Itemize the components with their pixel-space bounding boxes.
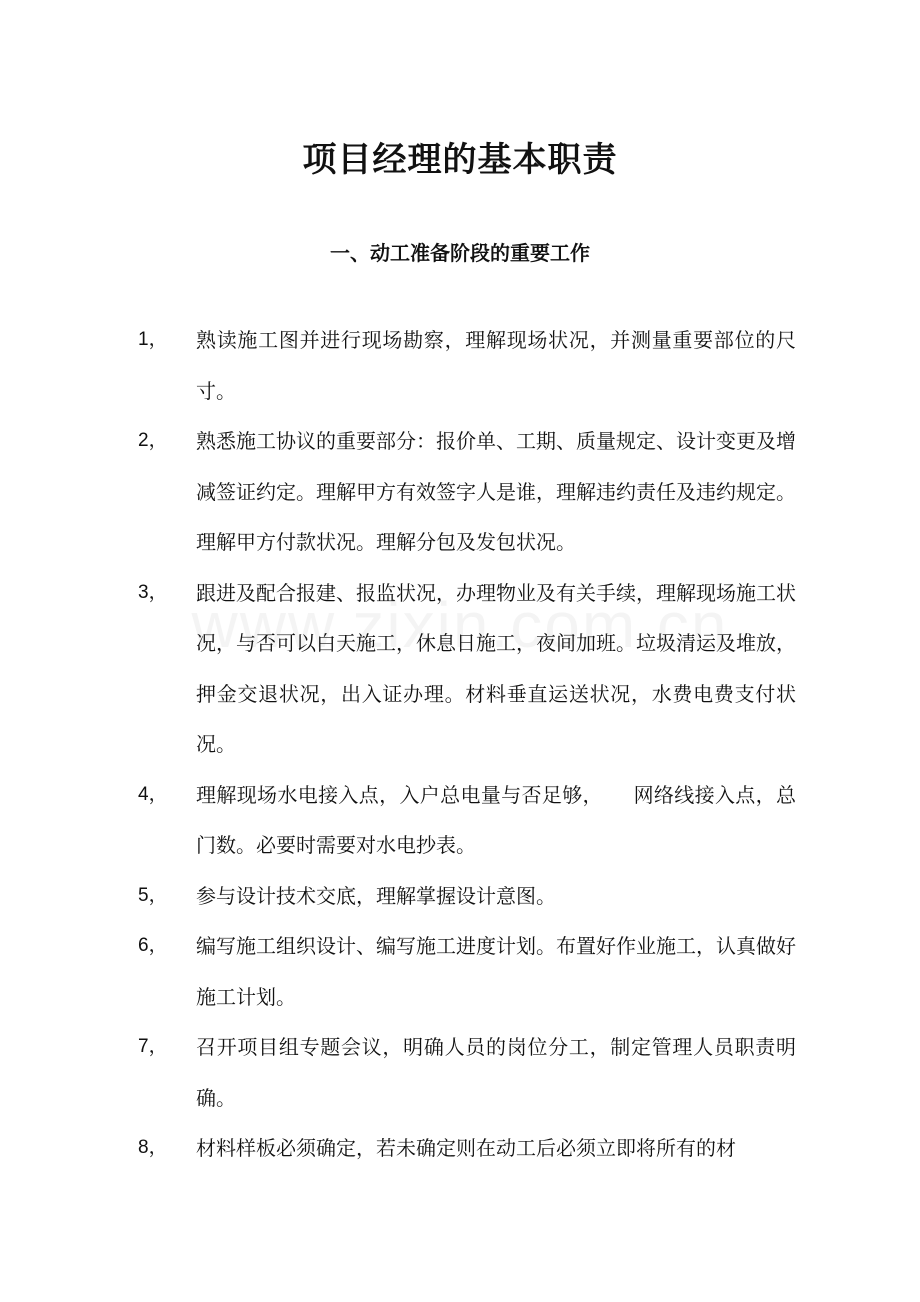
section-heading: 一、动工准备阶段的重要工作 [330, 240, 590, 265]
list-item [0, 1123, 920, 1174]
list-item [0, 416, 920, 568]
item-text: 跟进及配合报建、报监状况，办理物业及有关手续，理解现场施工状况，与否可以白天施工，休息日施工，夜间加班。垃圾清运及堆放，押金交退状况，出入证办理。材料垂直运送状况，水费电费支付状况。 [196, 580, 796, 756]
list-item [0, 921, 920, 1022]
list-item [0, 1022, 920, 1123]
item-text: 材料样板必须确定，若未确定则在动工后必须立即将所有的材 [196, 1136, 736, 1160]
item-number: 3， [138, 581, 168, 603]
item-number: 7， [138, 1036, 168, 1057]
duty-list [0, 315, 920, 1174]
list-item [0, 568, 920, 770]
item-number: 8， [138, 1137, 168, 1158]
item-number: 6， [138, 935, 168, 956]
item-text: 熟读施工图并进行现场勘察，理解现场状况，并测量重要部位的尺寸。 [196, 328, 796, 403]
item-number: 1， [138, 329, 168, 350]
list-item [0, 315, 920, 416]
item-text: 熟悉施工协议的重要部分：报价单、工期、质量规定、设计变更及增减签证约定。理解甲方有效签字人是谁，理解违约责任及违约规定。理解甲方付款状况。理解分包及发包状况。 [196, 429, 796, 554]
item-text: 召开项目组专题会议，明确人员的岗位分工，制定管理人员职责明确。 [196, 1035, 796, 1110]
item-number: 4， [138, 783, 168, 805]
item-text: 参与设计技术交底，理解掌握设计意图。 [196, 883, 556, 908]
item-number: 2， [138, 430, 168, 451]
item-number: 5， [138, 884, 168, 906]
list-item [0, 770, 920, 871]
item-text: 理解现场水电接入点，入户总电量与否足够， 网络线接入点，总门数。必要时需要对水电抄表。 [196, 782, 796, 857]
item-text: 编写施工组织设计、编写施工进度计划。布置好作业施工，认真做好施工计划。 [196, 934, 796, 1009]
page-title: 项目经理的基本职责 [302, 139, 618, 180]
list-item [0, 871, 920, 922]
